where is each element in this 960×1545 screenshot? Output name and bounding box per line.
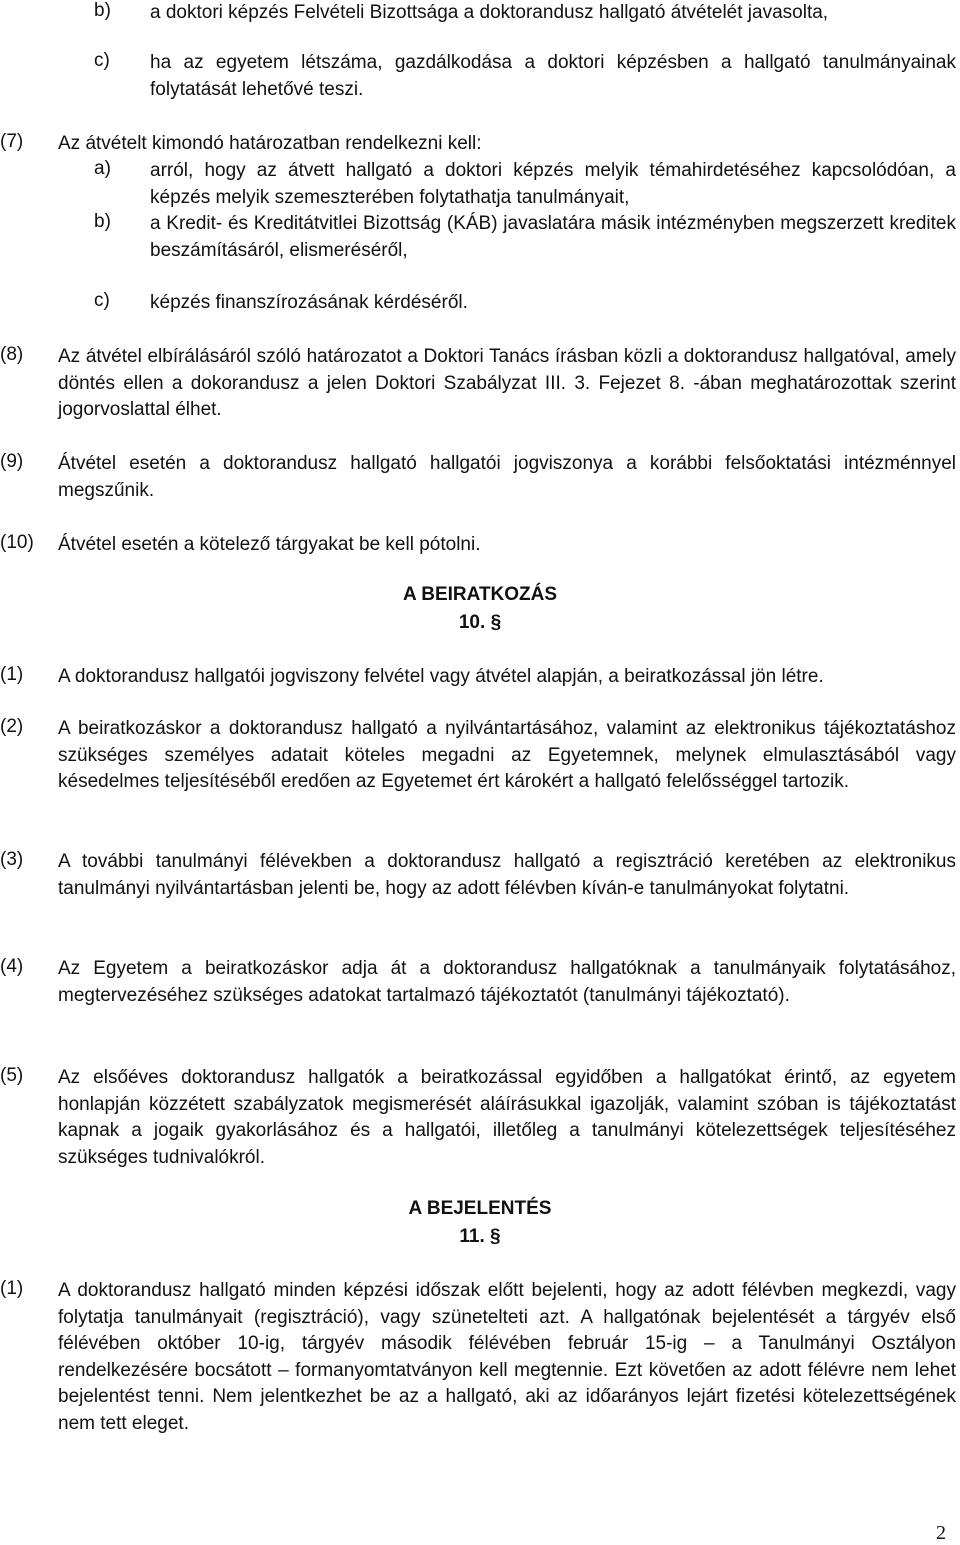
paragraph-text: Átvétel esetén a doktorandusz hallgató hallgatói jogviszonya a korábbi felsőoktatási intézménnyel megszűnik. <box>58 453 956 501</box>
section-number: 11. § <box>459 1226 501 1247</box>
section-sign-icon: § <box>490 1226 501 1247</box>
paragraph-text: A doktorandusz hallgatói jogviszony felvétel vagy átvétel alapján, a beiratkozással jön létre. <box>58 666 824 687</box>
section-title: A BEJELENTÉS <box>408 1198 552 1219</box>
paragraph-text: Az átvétel elbírálásáról szóló határozatot a Doktori Tanács írásban közli a doktorandusz hallgatóval, amely döntés ellen a dokorandusz a jelen Doktori Szabályzat III. 3. Fejezet 8. -ában meghatározottak szerint jogorvoslattal élhet. <box>58 346 956 420</box>
item-label: c) <box>94 50 110 71</box>
item-text: ha az egyetem létszáma, gazdálkodása a doktori képzésben a hallgató tanulmányainak folytatását lehetővé teszi. <box>150 52 956 100</box>
section-number: 10. § <box>458 612 502 633</box>
section-sign-icon: § <box>490 612 502 633</box>
paragraph-text: A doktorandusz hallgató minden képzési időszak előtt bejelenti, hogy az adott félévben megkezdi, vagy folytatja tanulmányait (regisztráció), vagy szünetelteti azt. A hallgatónak bejelentését a tárgyév első félévében október 10-ig, tárgyév második félévében február 15-ig – a Tanulmányi Osztályon rendelkezésére bocsátott – formanyomtatványon kell megtennie. Ezt követően az adott félévre nem lehet bejelentést tenni. Nem jelentkezhet be az a hallgató, aki az időarányos lejárt fizetési kötelezettségének nem tett eleget. <box>58 1280 956 1434</box>
paragraph-text: Átvétel esetén a kötelező tárgyakat be kell pótolni. <box>58 534 481 555</box>
paragraph-text: Az átvételt kimondó határozatban rendelkezni kell: <box>58 133 482 154</box>
paragraph-number: (1) <box>0 1278 24 1299</box>
paragraph-number: (5) <box>0 1065 24 1086</box>
paragraph-text: Az elsőéves doktorandusz hallgatók a beiratkozással egyidőben a hallgatókat érintő, az egyetem honlapján közzétett szabályzatok megismerését aláírásukkal igazolják, valamint szóban is tájékoztatást kapnak a jogaik gyakorlásához és a hallgatói, illetőleg a tanulmányi kötelezettségek teljesítéséhez szükséges tudnivalókról. <box>58 1067 956 1168</box>
item-text: arról, hogy az átvett hallgató a doktori képzés melyik témahirdetéséhez kapcsolódóan, a képzés melyik szemeszterében folytathatja tanulmányait, <box>150 160 956 208</box>
paragraph-number: (3) <box>0 849 24 870</box>
paragraph-number: (8) <box>0 344 24 365</box>
paragraph-text: A beiratkozáskor a doktorandusz hallgató a nyilvántartásához, valamint az elektronikus tájékoztatáshoz szükséges személyes adatait köteles megadni az Egyetemnek, melynek elmulasztásából vagy késedelmes teljesítéséből eredően az Egyetemet ért károkért a hallgató felelősséggel tartozik. <box>58 718 956 792</box>
paragraph-number: (10) <box>0 532 34 553</box>
paragraph-number: (7) <box>0 131 24 152</box>
paragraph-text: A további tanulmányi félévekben a doktorandusz hallgató a regisztráció keretében az elektronikus tanulmányi nyilvántartásban jelenti be, hogy az adott félévben kíván-e tanulmányokat folytatni. <box>58 851 956 899</box>
paragraph-number: (1) <box>0 664 24 685</box>
section-title: A BEIRATKOZÁS <box>402 584 558 605</box>
paragraph-number: (9) <box>0 451 24 472</box>
item-label: a) <box>94 158 111 179</box>
page-number: 2 <box>936 1522 946 1544</box>
paragraph-number: (2) <box>0 716 24 737</box>
item-text: a Kredit- és Kreditátvitlei Bizottság (KÁB) javaslatára másik intézményben megszerzett kreditek beszámításáról, elismeréséről, <box>150 213 956 261</box>
item-text: a doktori képzés Felvételi Bizottsága a doktorandusz hallgató átvételét javasolta, <box>150 2 829 23</box>
item-label: b) <box>94 0 111 21</box>
item-text: képzés finanszírozásának kérdéséről. <box>150 292 468 313</box>
item-label: b) <box>94 211 111 232</box>
item-label: c) <box>94 290 110 311</box>
paragraph-text: Az Egyetem a beiratkozáskor adja át a doktorandusz hallgatóknak a tanulmányaik folytatásához, megtervezéséhez szükséges adatokat tartalmazó tájékoztatót (tanulmányi tájékoztató). <box>58 958 956 1006</box>
paragraph-number: (4) <box>0 956 24 977</box>
